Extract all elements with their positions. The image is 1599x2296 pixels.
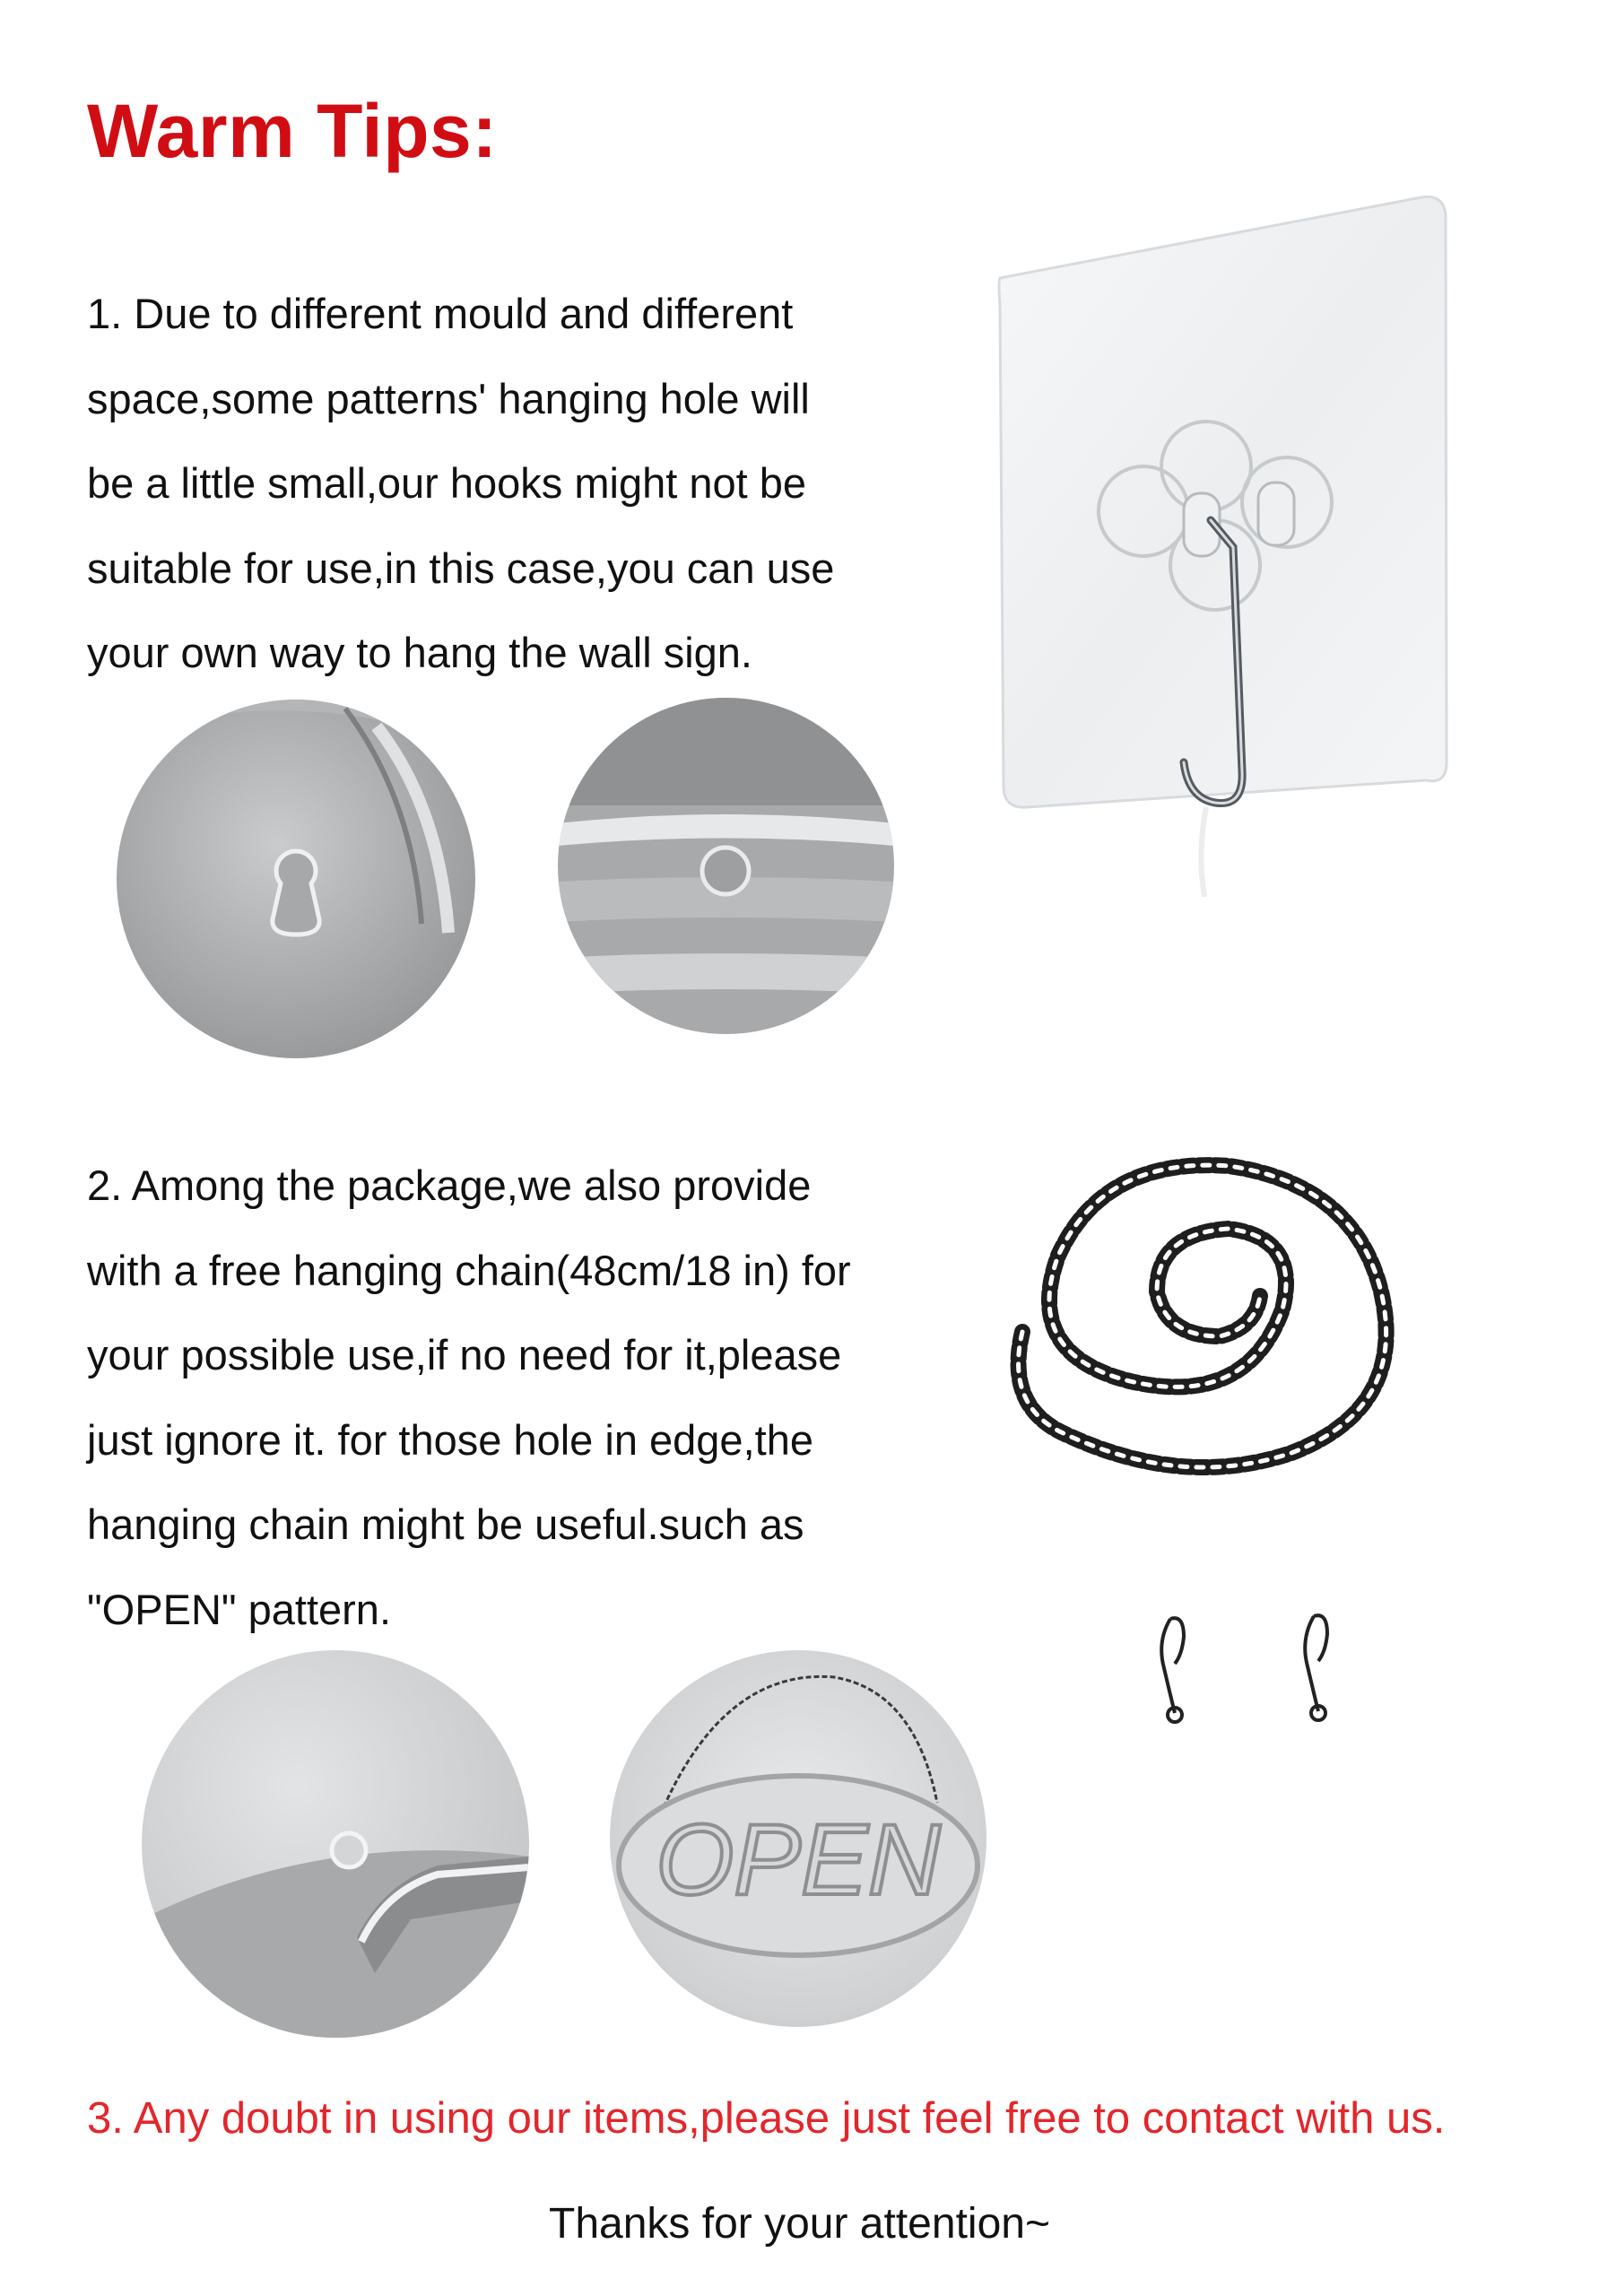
page-title: Warm Tips:	[87, 89, 498, 173]
edge-hole-photo	[142, 1650, 529, 2038]
tip-2-line: just ignore it. for those hole in edge,the	[87, 1415, 813, 1464]
tip-2-line: hanging chain might be useful.such as	[87, 1500, 804, 1548]
tip-1-line: your own way to hang the wall sign.	[87, 629, 752, 676]
keyhole-icon	[117, 700, 475, 1058]
s-hook-right-icon	[1305, 1615, 1327, 1720]
hanging-chain-image	[1004, 1112, 1507, 1740]
thanks-message: Thanks for your attention~	[549, 2200, 1050, 2248]
tip-2-line: with a free hanging chain(48cm/18 in) for	[87, 1246, 851, 1294]
tip-1-text	[87, 272, 834, 696]
open-sign-text: OPEN	[656, 1804, 941, 1916]
tip-2-line: 2. Among the package,we also provide	[87, 1161, 812, 1209]
tip-1-line: 1. Due to different mould and different	[87, 290, 794, 337]
tip-1-line: space,some patterns' hanging hole will	[87, 374, 810, 422]
adhesive-hook-image	[991, 188, 1457, 915]
tip-2-line: "OPEN" pattern.	[87, 1585, 392, 1633]
tip-3-contact: 3. Any doubt in using our items,please just feel free to contact with us.	[87, 2094, 1446, 2143]
tip-1-line: suitable for use,in this case,you can use	[87, 544, 835, 592]
tip-1-line: be a little small,our hooks might not be	[87, 459, 807, 507]
round-hole-icon	[558, 698, 894, 1034]
open-sign-graphic	[610, 1650, 986, 2027]
tip-2-text	[87, 1144, 851, 1652]
edge-hole-icon	[142, 1650, 529, 2038]
tip-2-line: your possible use,if no need for it,please	[87, 1331, 842, 1378]
open-sign-photo	[610, 1650, 986, 2027]
s-hook-left-icon	[1161, 1618, 1184, 1722]
keyhole-slot-photo	[117, 700, 475, 1058]
round-hole-photo	[558, 698, 894, 1034]
